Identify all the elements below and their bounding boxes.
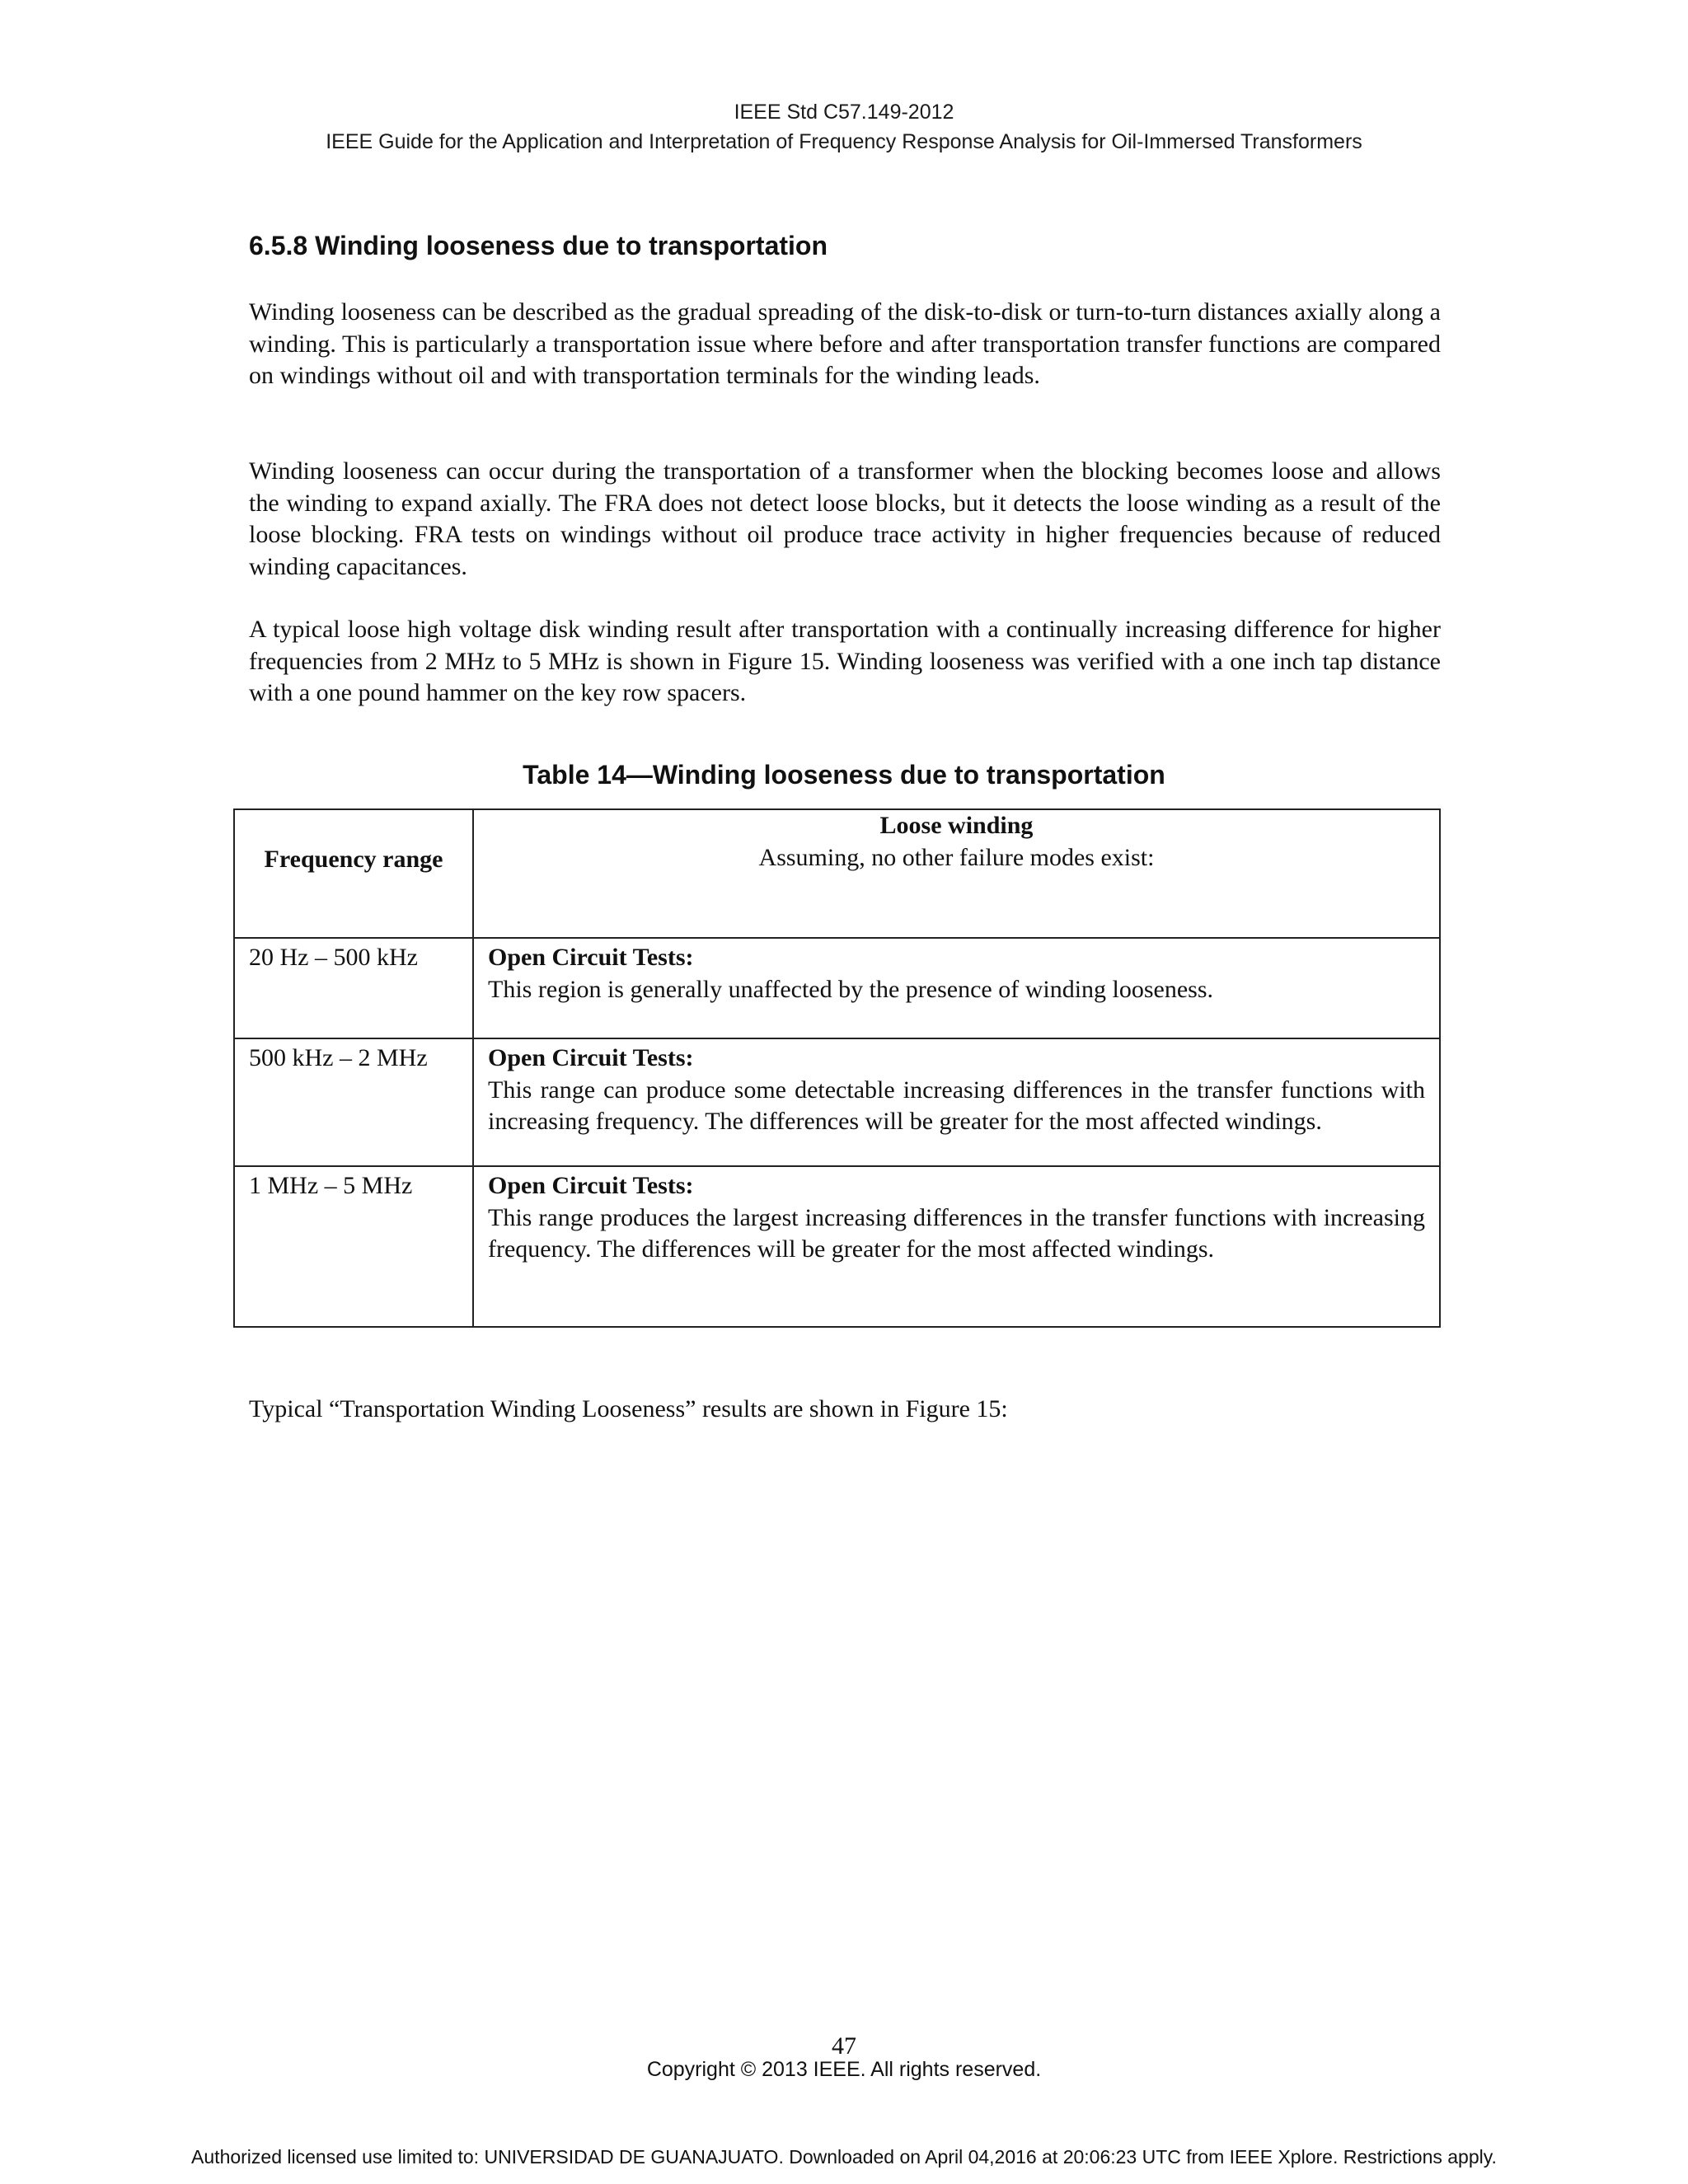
copyright-notice: Copyright © 2013 IEEE. All rights reserved. <box>646 2058 1042 2081</box>
test-label: Open Circuit Tests: <box>488 1172 694 1199</box>
document-title: IEEE Guide for the Application and Interpretation of Frequency Response Analysis for Oil-Immersed Transformers <box>326 130 1362 153</box>
frequency-range-cell: 20 Hz – 500 kHz <box>234 938 473 1038</box>
figure-reference-text: Typical “Transportation Winding Looseness” results are shown in Figure 15: <box>249 1395 1008 1422</box>
table-row <box>234 1038 1440 1166</box>
paragraph-cause: Winding looseness can occur during the transportation of a transformer when the blocking becomes loose and allows the winding to expand axially. The FRA does not detect loose blocks, but it detects the loose winding as a result of the loose blocking. FRA tests on windings without oil produce trace activity in higher frequencies because of reduced winding capacitances. <box>249 457 1441 580</box>
description-cell <box>473 938 1440 1038</box>
description-cell <box>473 1166 1440 1327</box>
description-text: This region is generally unaffected by the presence of winding looseness. <box>488 975 1214 1003</box>
paragraph-example: A typical loose high voltage disk winding result after transportation with a continually increasing difference for higher frequencies from 2 MHz to 5 MHz is shown in Figure 15. Winding looseness was verified with a one inch tap distance with a one pound hammer on the key row spacers. <box>249 616 1441 706</box>
license-notice: Authorized licensed use limited to: UNIVERSIDAD DE GUANAJUATO. Downloaded on April 04,2016 at 20:06:23 UTC from IEEE Xplore. Restrictions apply. <box>191 2146 1497 2168</box>
looseness-table <box>233 808 1441 1328</box>
description-text: This range can produce some detectable increasing differences in the transfer functions with increasing frequency. The differences will be greater for the most affected windings. <box>488 1076 1425 1135</box>
table-caption: Table 14—Winding looseness due to transportation <box>523 760 1165 790</box>
page-number: 47 <box>832 2032 856 2060</box>
loose-winding-title: Loose winding <box>879 812 1034 839</box>
loose-winding-subtitle: Assuming, no other failure modes exist: <box>758 843 1155 871</box>
column-header-frequency-range: Frequency range <box>234 809 473 938</box>
description-cell <box>473 1038 1440 1166</box>
frequency-range-cell: 1 MHz – 5 MHz <box>234 1166 473 1327</box>
table-row <box>234 1166 1440 1327</box>
table-row <box>234 938 1440 1038</box>
description-text: This range produces the largest increasing differences in the transfer functions with increasing frequency. The differences will be greater for the most affected windings. <box>488 1203 1425 1263</box>
standard-number: IEEE Std C57.149-2012 <box>734 101 954 124</box>
paragraph-definition: Winding looseness can be described as the gradual spreading of the disk-to-disk or turn-to-turn distances axially along a winding. This is particularly a transportation issue where before and after transportation transfer functions are compared on windings without oil and with transportation terminals for the winding leads. <box>249 298 1441 389</box>
section-heading: 6.5.8 Winding looseness due to transportation <box>249 231 828 260</box>
test-label: Open Circuit Tests: <box>488 944 694 971</box>
test-label: Open Circuit Tests: <box>488 1044 694 1071</box>
running-header <box>0 97 1688 157</box>
frequency-range-cell: 500 kHz – 2 MHz <box>234 1038 473 1166</box>
table-header-row <box>234 809 1440 938</box>
column-header-loose-winding <box>473 809 1440 938</box>
